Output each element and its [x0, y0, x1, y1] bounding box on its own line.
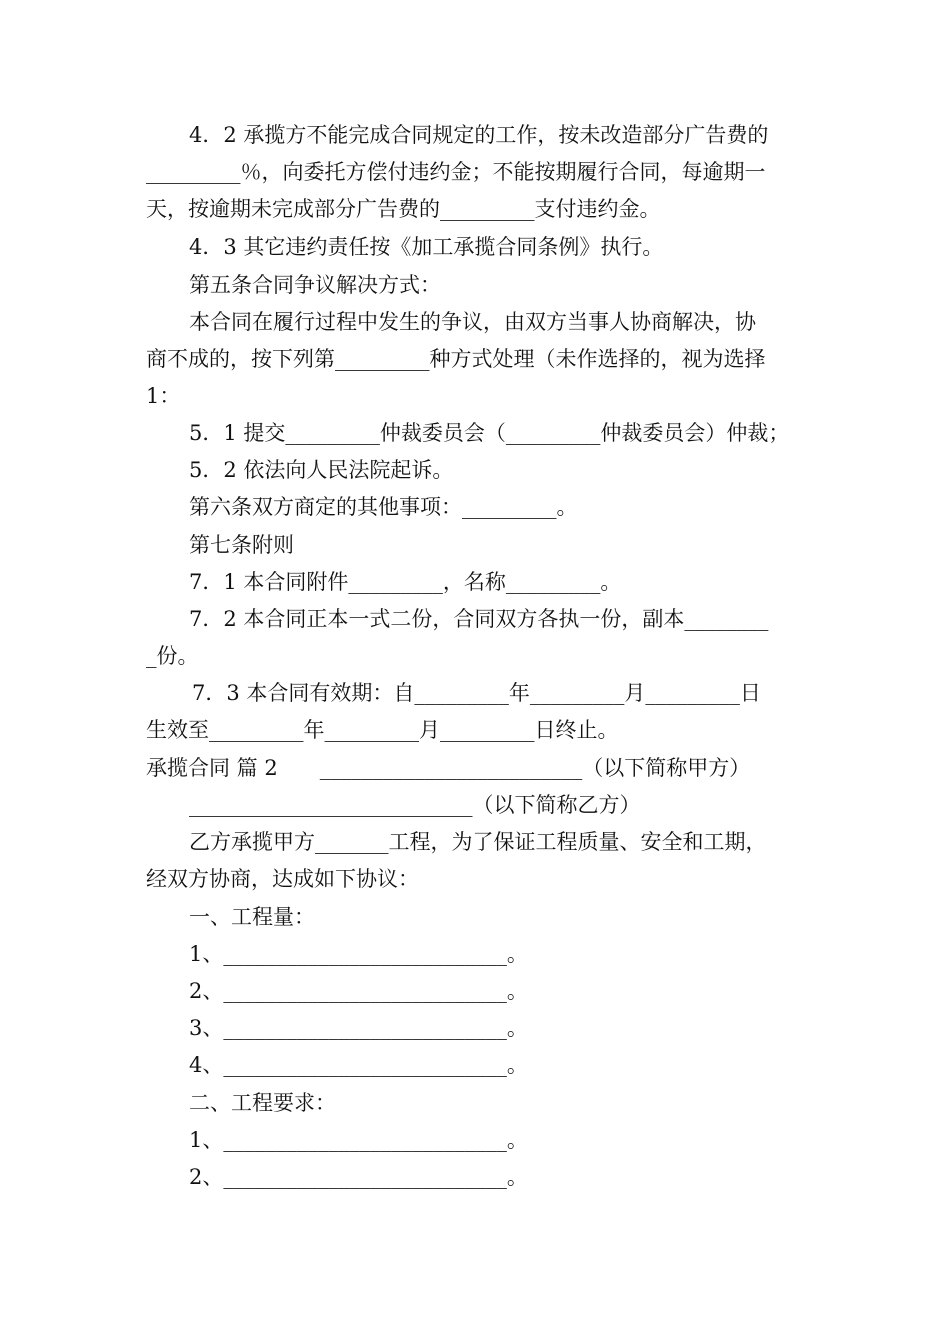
clause-5-2: 5．2 依法向人民法院起诉。	[189, 458, 454, 482]
clause-7-3-line-2: 生效至_________年_________月_________日终止。	[146, 718, 619, 742]
article-5-para-line-2: 商不成的，按下列第_________种方式处理（未作选择的，视为选择	[146, 347, 766, 371]
section-2-heading: 二、工程要求：	[189, 1091, 336, 1115]
clause-7-1: 7．1 本合同附件_________，名称_________。	[189, 570, 622, 594]
article-7-heading: 第七条附则	[189, 533, 294, 557]
article-5-para-line-3: 1：	[146, 384, 181, 408]
contract-2-intro-line-1: 乙方承揽甲方_______工程，为了保证工程质量、安全和工期，	[189, 830, 767, 854]
contract-2-intro-line-2: 经双方协商，达成如下协议：	[146, 867, 419, 891]
contract-2-party-b: ___________________________（以下简称乙方）	[189, 793, 641, 817]
clause-4-2-line-3: 天，按逾期未完成部分广告费的_________支付违约金。	[146, 197, 661, 221]
clause-4-3: 4．3 其它违约责任按《加工承揽合同条例》执行。	[189, 235, 664, 259]
article-5-heading: 第五条合同争议解决方式：	[189, 273, 441, 297]
clause-4-2-line-1: 4．2 承揽方不能完成合同规定的工作，按未改造部分广告费的	[189, 123, 769, 147]
clause-7-2-line-2: _份。	[146, 644, 199, 668]
section-2-item-1: 1、___________________________。	[189, 1128, 528, 1152]
clause-4-2-line-2: _________％，向委托方偿付违约金；不能按期履行合同，每逾期一	[146, 160, 766, 184]
clause-7-3-line-1: 7．3 本合同有效期：自_________年_________月_________日	[192, 681, 761, 705]
contract-2-party-a: 承揽合同 篇 2 _________________________（以下简称甲方）	[146, 756, 751, 780]
section-1-heading: 一、工程量：	[189, 905, 315, 929]
article-5-para-line-1: 本合同在履行过程中发生的争议，由双方当事人协商解决，协	[189, 310, 756, 334]
clause-7-2-line-1: 7．2 本合同正本一式二份，合同双方各执一份，副本________	[189, 607, 769, 631]
clause-5-1: 5．1 提交_________仲裁委员会（_________仲裁委员会）仲裁；	[189, 421, 790, 445]
article-6: 第六条双方商定的其他事项：_________。	[189, 495, 578, 519]
section-1-item-1: 1、___________________________。	[189, 942, 528, 966]
section-2-item-2: 2、___________________________。	[189, 1165, 528, 1189]
section-1-item-4: 4、___________________________。	[189, 1053, 528, 1077]
section-1-item-2: 2、___________________________。	[189, 979, 528, 1003]
section-1-item-3: 3、___________________________。	[189, 1016, 528, 1040]
